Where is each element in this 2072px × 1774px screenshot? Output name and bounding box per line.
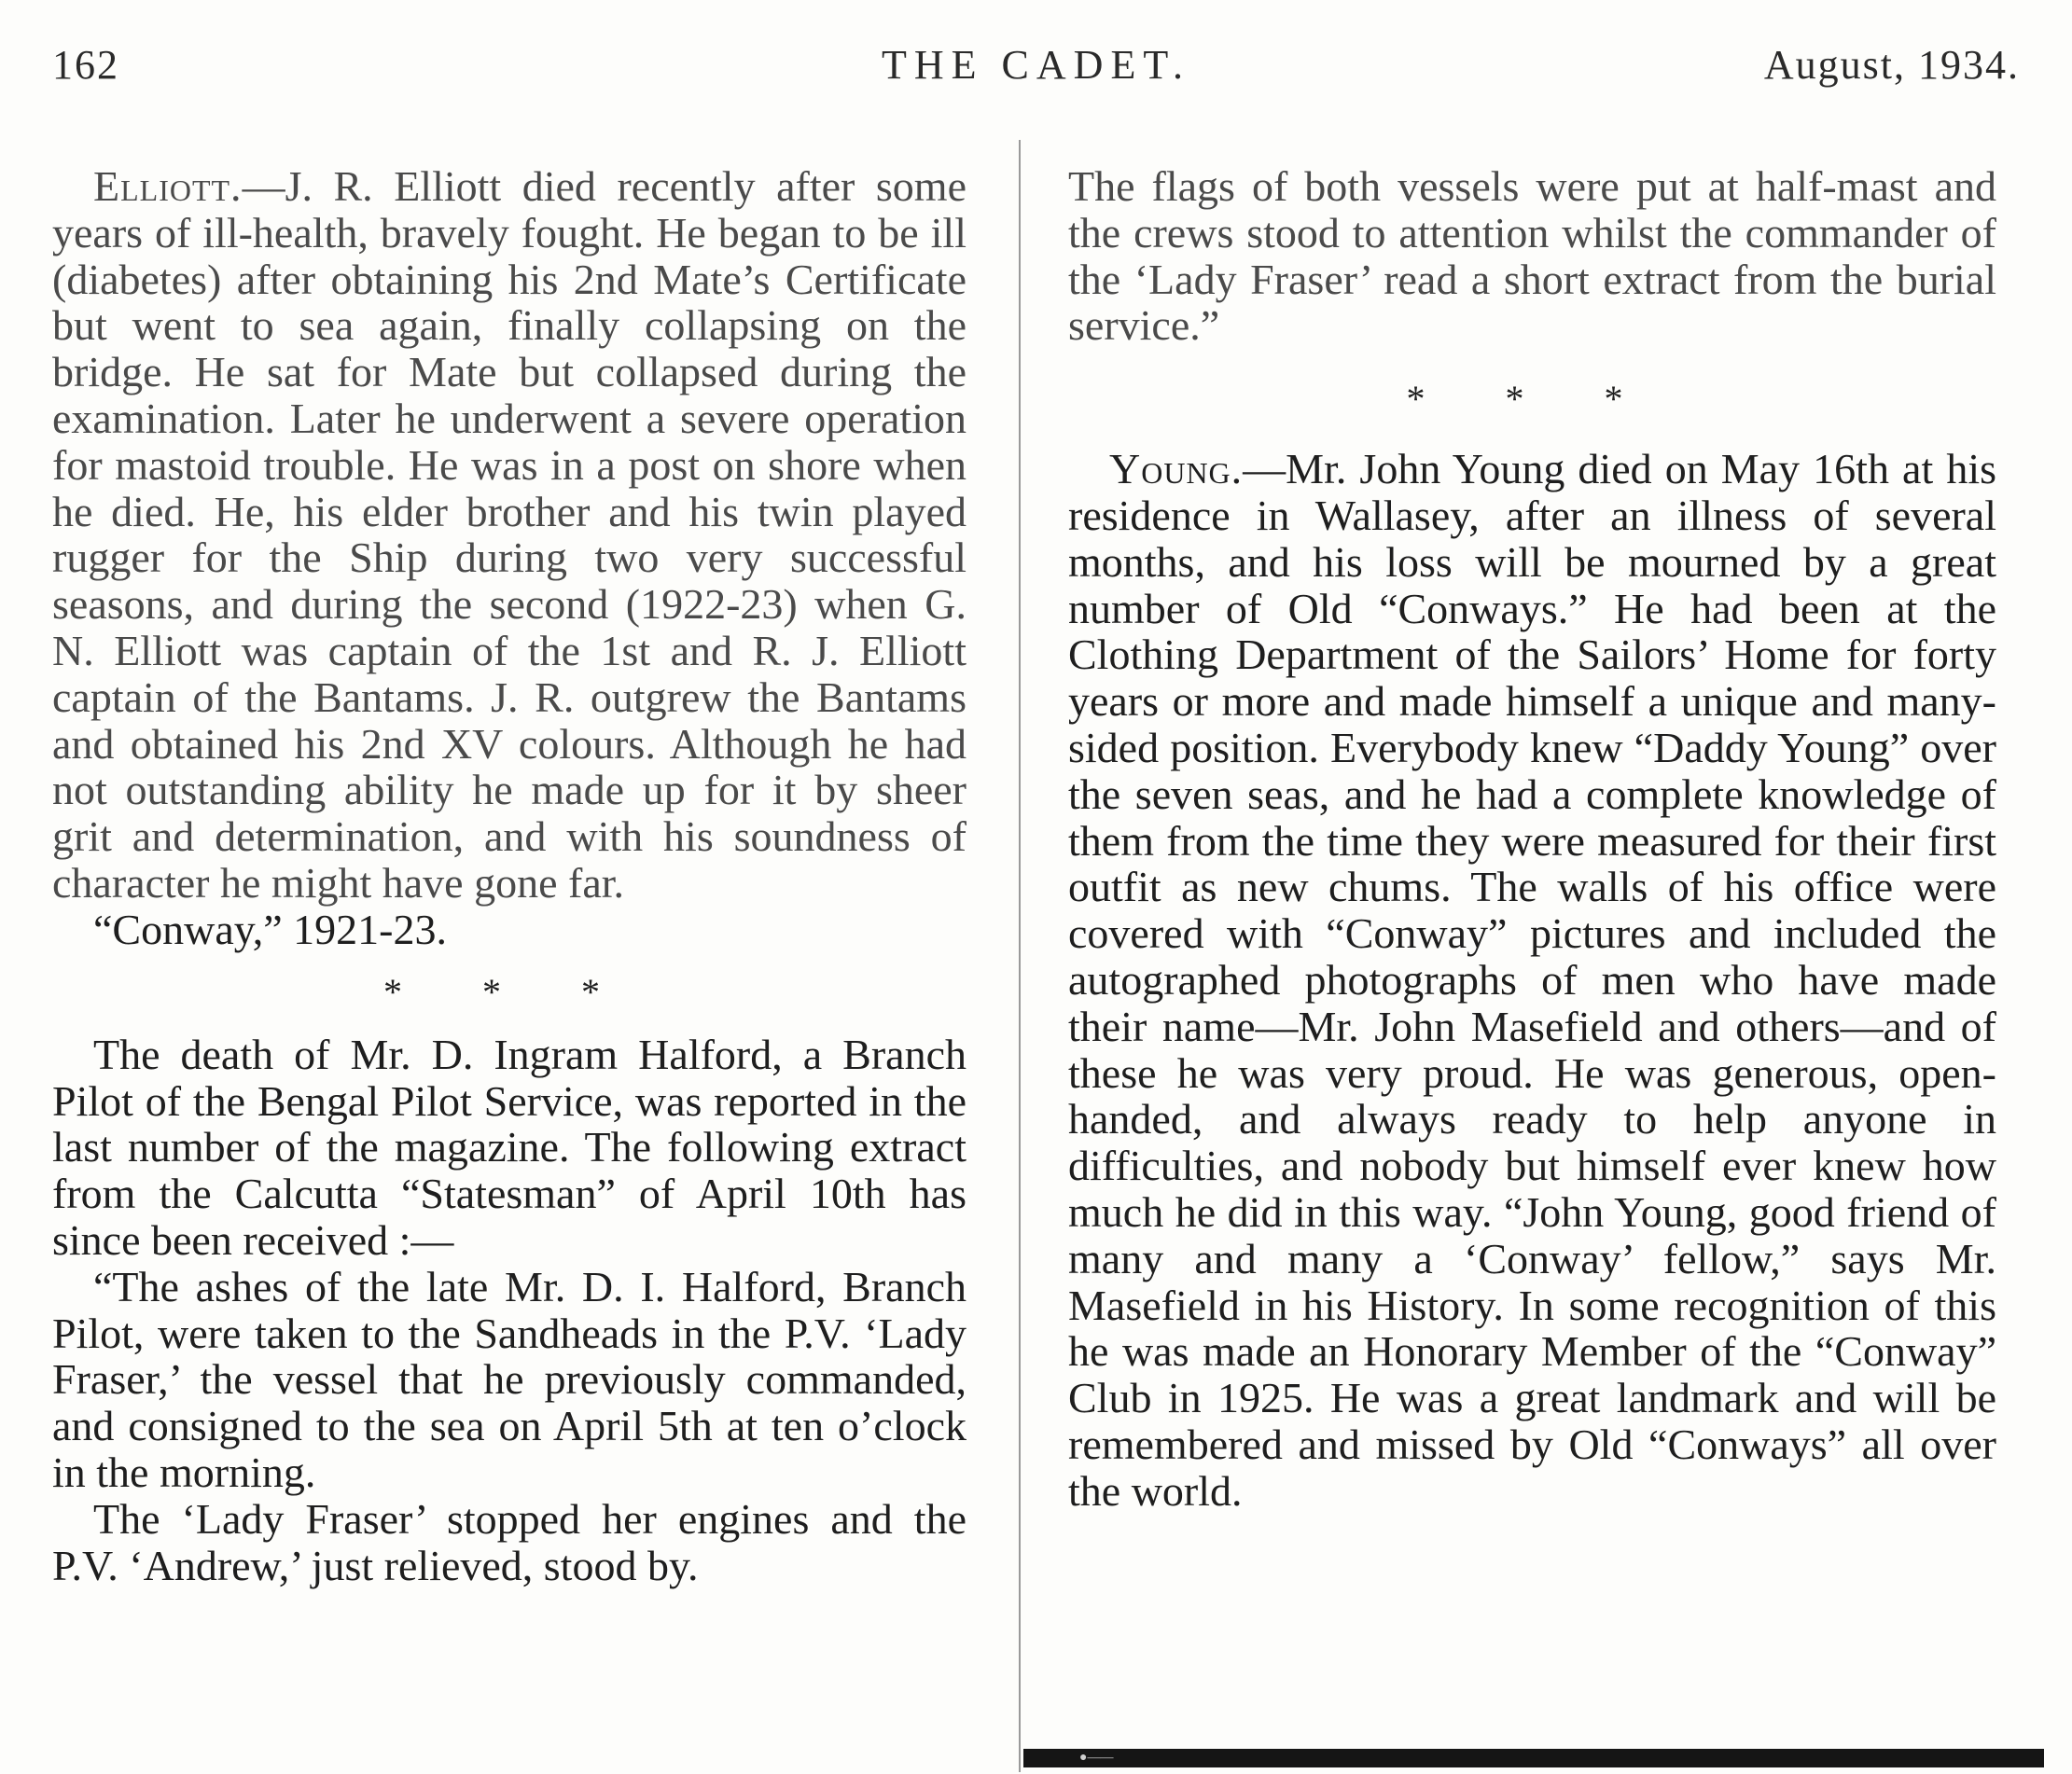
halford-quote-continued: [1068, 163, 1996, 349]
halford-quote-paragraph-1: [52, 1264, 966, 1496]
printer-mark-icon: ●——: [1079, 1751, 1114, 1765]
left-column: [52, 163, 966, 1588]
halford-quote-paragraph-2: [52, 1496, 966, 1589]
obituary-elliott-signoff: “Conway,” 1921-23.: [93, 905, 447, 953]
obituary-young-name: Young.: [1109, 445, 1244, 493]
obituary-young: [1068, 446, 1996, 1514]
issue-date: August, 1934.: [1763, 42, 2020, 88]
halford-intro-text: The death of Mr. D. Ingram Halford, a Branch Pilot of the Bengal Pilot Service, was reported in the last number of the magazine. The following extract from the Calcutta “Statesman” of April 10th has since been received :—: [52, 1030, 966, 1264]
column-divider: [1019, 140, 1021, 1772]
halford-quote-text-2: The ‘Lady Fraser’ stopped her engines and the P.V. ‘Andrew,’ just relieved, stood by.: [52, 1494, 966, 1589]
obituary-elliott: [52, 163, 966, 907]
bottom-rule: [1023, 1749, 2044, 1767]
right-column: [1068, 163, 1996, 1515]
halford-quote-text-1: “The ashes of the late Mr. D. I. Halford, Branch Pilot, were taken to the Sandheads in the P.V. ‘Lady Fraser,’ the vessel that he previously commanded, and consigned to the sea on April 5th at ten o’clock in the morning.: [52, 1262, 966, 1496]
running-head: [52, 41, 2020, 97]
halford-quote-text-3: The flags of both vessels were put at half-mast and the crews stood to attention whilst the commander of the ‘Lady Fraser’ read a short extract from the burial service.”: [1068, 162, 1996, 350]
page-number: 162: [52, 42, 119, 88]
section-separator: * * *: [383, 970, 635, 1013]
section-separator: * * *: [1406, 378, 1659, 421]
obituary-young-text: —Mr. John Young died on May 16th at his residence in Wallasey, after an illness of several months, and his loss will be mourned by a great number of Old “Conways.” He had been at the Clothing Department of the Sailors’ Home for forty years or more and made himself a unique and many-sided position. Everybody knew “Daddy Young” over the seven seas, and he had a complete knowledge of them from the time they were measured for their first outfit as new chums. The walls of his office were covered with “Conway” pictures and included the autographed photographs of men who have made their name—Mr. John Masefield and others—and of these he was very proud. He was generous, open-handed, and always ready to help anyone in difficulties, and nobody but himself ever knew how much he did in this way. “John Young, good friend of many and many a ‘Conway’ fellow,” says Mr. Masefield in his History. In some recognition of this he was made an Honorary Member of the “Conway” Club in 1925. He was a great landmark and will be remembered and missed by Old “Conways” all over the world.: [1068, 445, 1996, 1515]
obituary-elliott-text: —J. R. Elliott died recently after some years of ill-health, bravely fought. He began to be ill (diabetes) after obtaining his 2nd Mate’s Certificate but went to sea again, finally collapsing on the bridge. He sat for Mate but collapsed during the examination. Later he underwent a severe operation for mastoid trouble. He was in a post on shore when he died. He, his elder brother and his twin played rugger for the Ship during two very successful seasons, and during the second (1922-23) when G. N. Elliott was captain of the 1st and R. J. Elliott captain of the Bantams. J. R. outgrew the Bantams and obtained his 2nd XV colours. Although he had not outstanding ability he made up for it by sheer grit and determination, and with his soundness of character he might have gone far.: [52, 162, 966, 907]
publication-title: THE CADET.: [882, 42, 1190, 88]
halford-intro: [52, 1032, 966, 1264]
obituary-elliott-name: Elliott.: [93, 162, 243, 210]
